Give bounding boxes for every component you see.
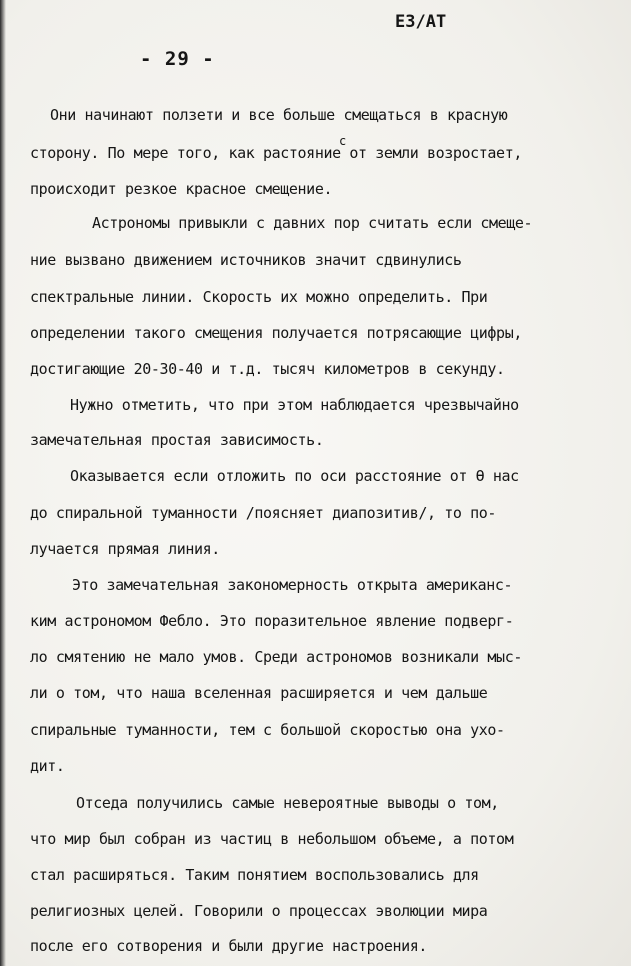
text-line-7: определении такого смещения получается потрясающие цифры, [30,324,522,342]
text-line-4: Астрономы привыкли с давних пор считать если смеще- [92,214,533,232]
scan-edge-shadow [0,0,6,966]
text-line-15: ким астрономом Фебло. Это поразительное явление подверг- [30,612,514,630]
text-line-22: стал расширяться. Таким понятием воспользовались для [30,866,479,884]
text-line-9: Нужно отметить, что при этом наблюдается чрезвычайно [70,396,519,414]
text-line-21: что мир был собран из частиц в небольшом объеме, а потом [30,830,514,848]
text-line-17: ли о том, что наша вселенная расширяется и чем дальше [30,684,488,702]
handwritten-insert-mark: с [339,134,346,148]
text-line-14: Это замечательная закономерность открыта американс- [72,576,513,594]
text-line-6: спектральные линии. Скорость их можно определить. При [30,288,488,306]
text-line-8: достигающие 20-30-40 и т.д. тысяч километров в секунду. [30,360,505,378]
text-line-13: лучается прямая линия. [30,540,220,558]
text-line-23: религиозных целей. Говорили о процессах эволюции мира [30,902,488,920]
text-line-19: дит. [30,757,65,775]
text-line-24: после его сотворения и были другие настроения. [30,937,428,955]
document-code: ЕЗ/АТ [395,12,447,32]
text-line-2: сторону. По мере того, как растояние от земли возростает, [30,144,522,162]
text-line-16: ло смятению не мало умов. Среди астрономов возникали мыс- [30,648,522,666]
text-line-20: Отседа получились самые невероятные выводы о том, [76,794,499,812]
text-line-5: ние вызвано движением источников значит сдвинулись [30,251,462,269]
text-line-18: спиральные туманности, тем с большой скоростью она ухо- [30,721,505,739]
text-line-11: Оказывается если отложить по оси расстояние от Ѳ нас [70,467,519,485]
text-line-12: до спиральной туманности /поясняет диапозитив/, то по- [30,504,497,522]
page-number: - 29 - [140,48,215,70]
text-line-1: Они начинают ползети и все больше смещаться в красную [50,106,508,124]
text-line-3: происходит резкое красное смещение. [30,180,333,198]
text-line-10: замечательная простая зависимость. [30,431,324,449]
